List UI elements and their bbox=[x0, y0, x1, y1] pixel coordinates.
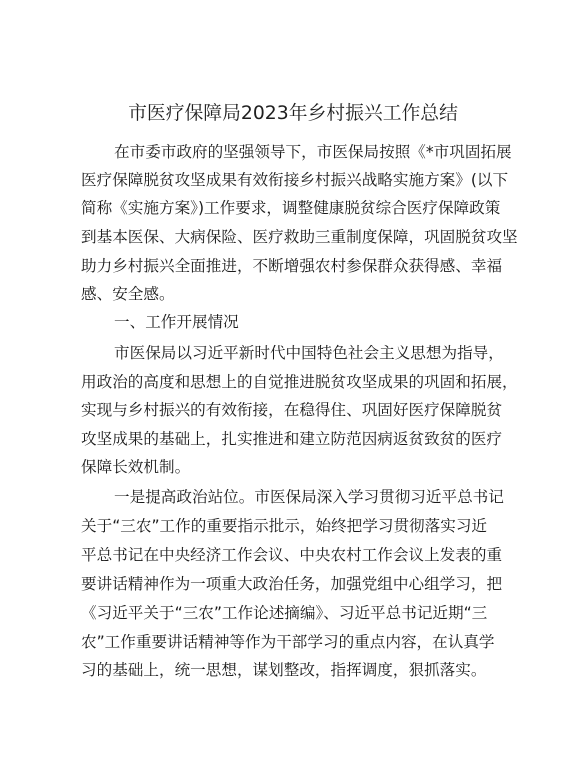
intro-line-6: 感、安全感。 bbox=[81, 285, 175, 303]
point1-line-5: 《习近平关于“三农”工作论述摘编》、习近平总书记近期“三 bbox=[81, 604, 488, 622]
point1-line-6: 农”工作重要讲话精神等作为干部学习的重点内容，在认真学 bbox=[81, 633, 495, 651]
point1-line-1: 一是提高政治站位。市医保局深入学习贯彻习近平总书记 bbox=[114, 488, 504, 506]
intro-line-5: 助力乡村振兴全面推进，不断增强农村参保群众获得感、幸福 bbox=[81, 257, 503, 275]
point1-line-4: 要讲话精神作为一项重大政治任务，加强党组中心组学习，把 bbox=[81, 575, 503, 593]
section1-line-2: 用政治的高度和思想上的自觉推进脱贫攻坚成果的巩固和拓展， bbox=[81, 373, 518, 391]
section1-line-3: 实现与乡村振兴的有效衔接，在稳得住、巩固好医疗保障脱贫 bbox=[81, 401, 503, 419]
section-heading: 一、工作开展情况 bbox=[114, 313, 239, 331]
intro-line-4: 到基本医保、大病保险、医疗救助三重制度保障，巩固脱贫攻坚 bbox=[81, 228, 518, 246]
intro-line-1: 在市委市政府的坚强领导下，市医保局按照《*市巩固拓展 bbox=[114, 143, 512, 161]
document-title: 市医疗保障局2023年乡村振兴工作总结 bbox=[128, 103, 458, 124]
point1-line-7: 习的基础上，统一思想，谋划整改，指挥调度，狠抓落实。 bbox=[81, 661, 487, 679]
section1-line-5: 保障长效机制。 bbox=[81, 458, 191, 476]
section1-line-1: 市医保局以习近平新时代中国特色社会主义思想为指导， bbox=[114, 344, 504, 362]
intro-line-3: 简称《实施方案》)工作要求，调整健康脱贫综合医疗保障政策 bbox=[81, 199, 501, 217]
point1-line-3: 平总书记在中央经济工作会议、中央农村工作会议上发表的重 bbox=[81, 546, 503, 564]
section1-line-4: 攻坚成果的基础上，扎实推进和建立防范因病返贫致贫的医疗 bbox=[81, 430, 503, 448]
intro-line-2: 医疗保障脱贫攻坚成果有效衔接乡村振兴战略实施方案》(以下 bbox=[81, 171, 509, 189]
point1-line-2: 关于“三农”工作的重要指示批示，始终把学习贯彻落实习近 bbox=[81, 517, 488, 535]
